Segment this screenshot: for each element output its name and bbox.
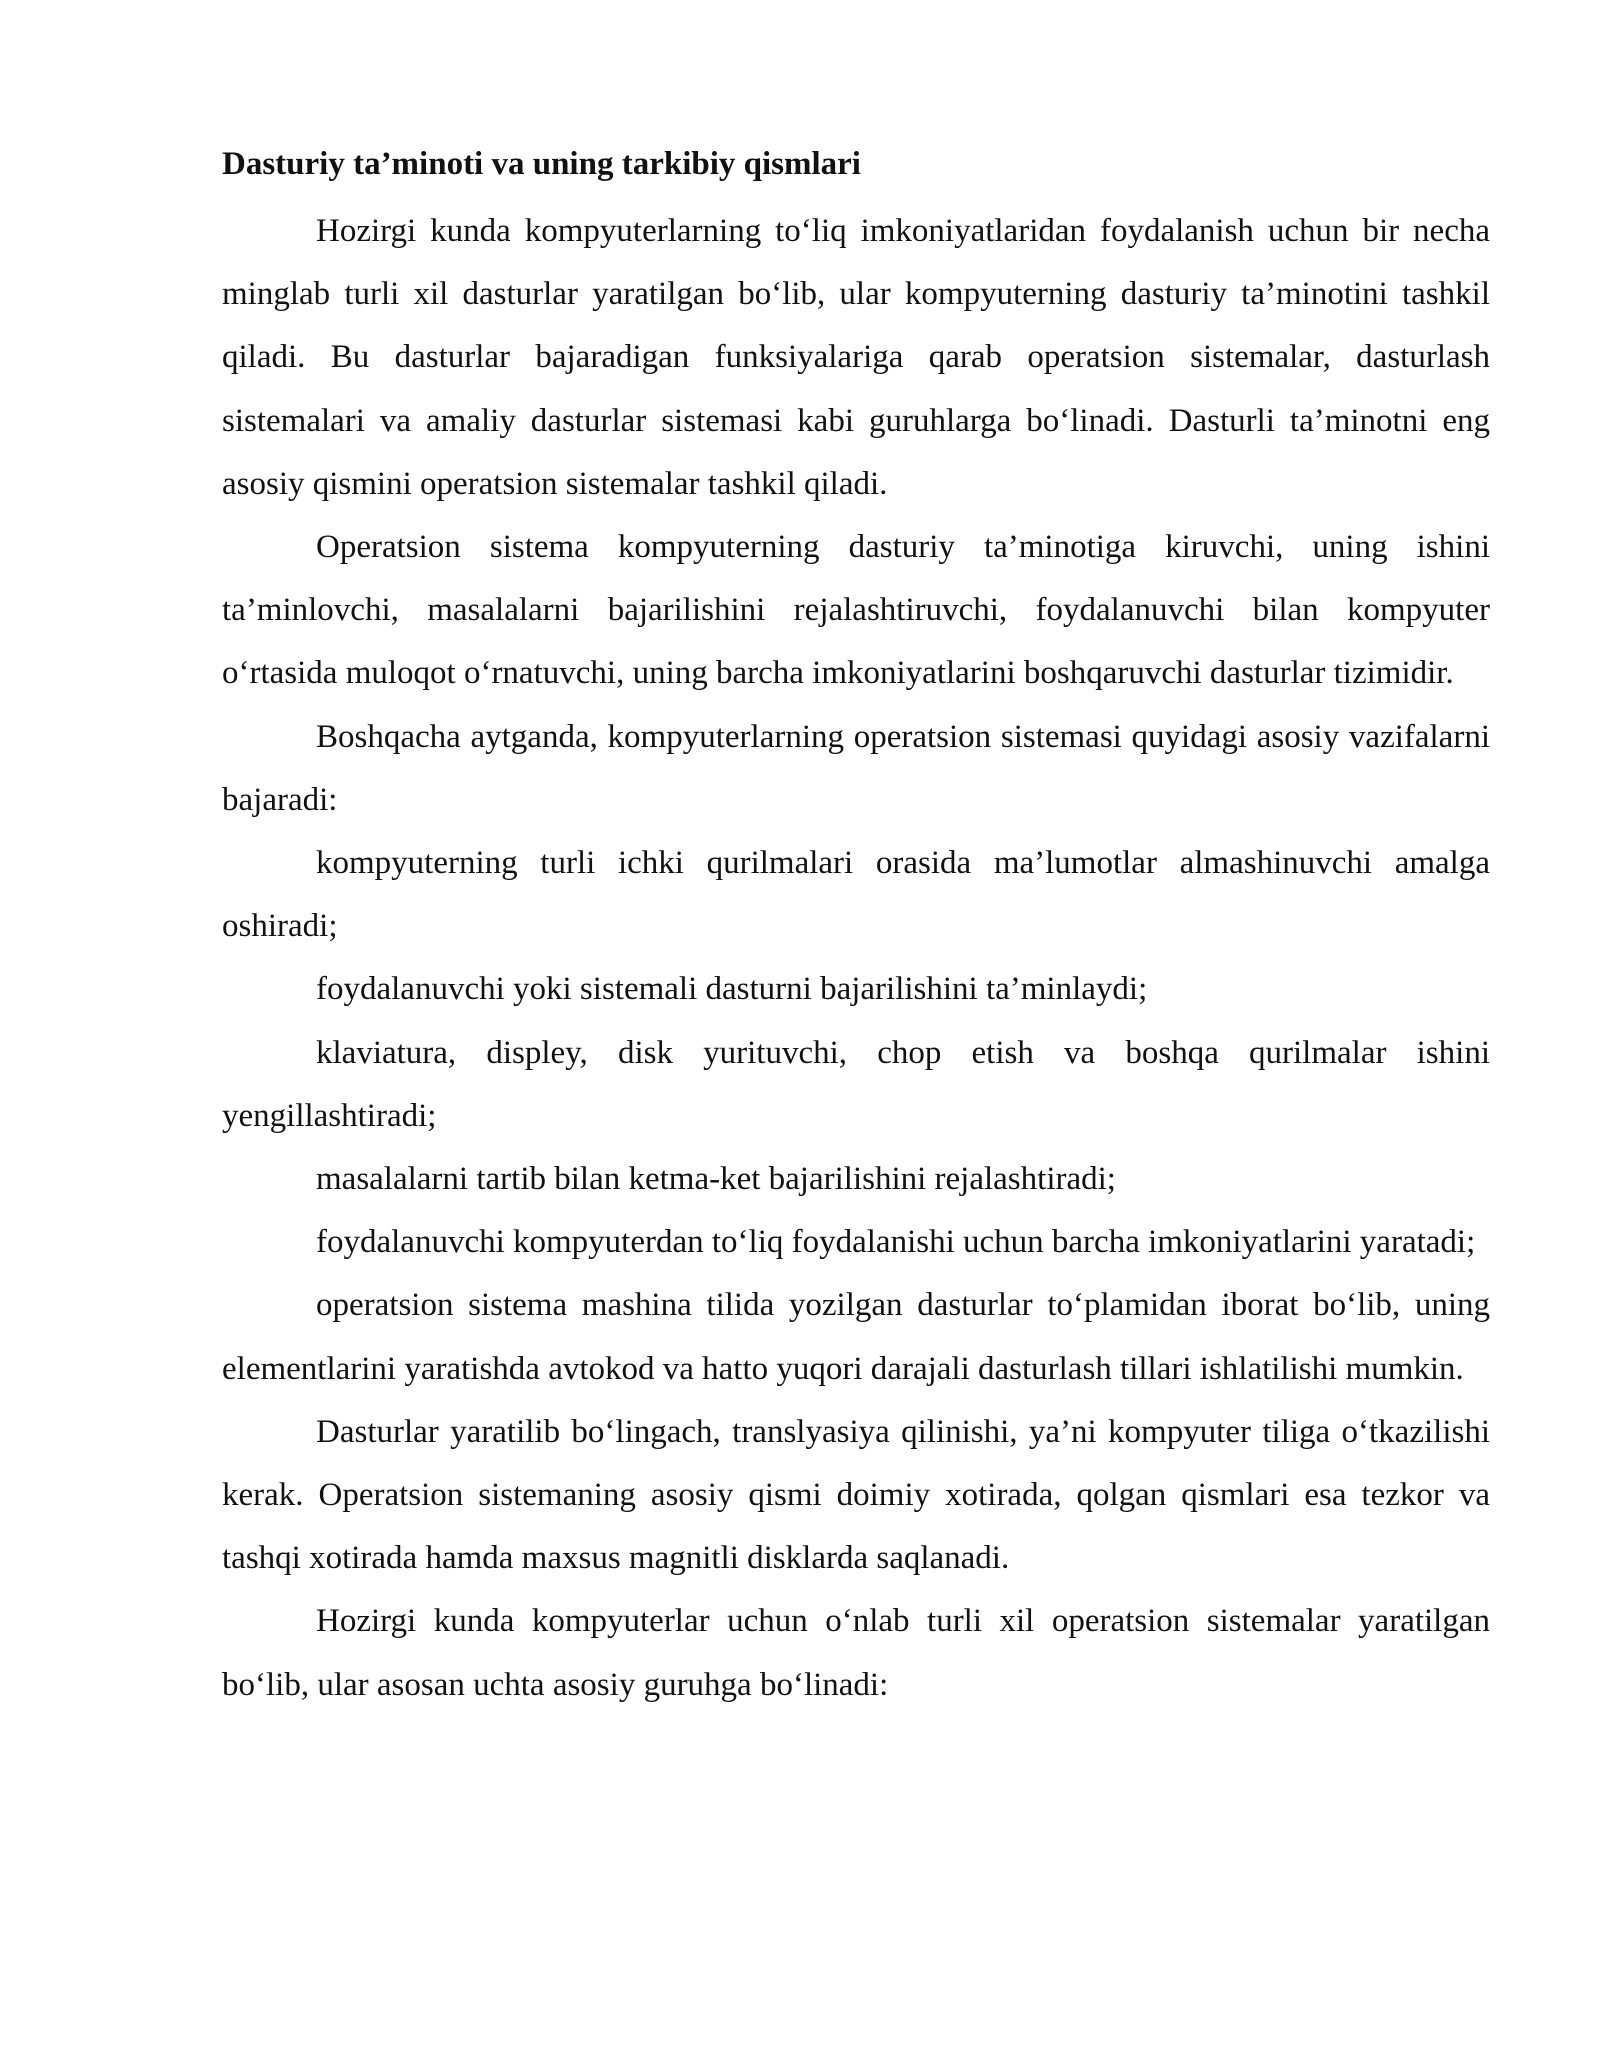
paragraph-os-definition: Operatsion sistema kompyuterning dasturiy ta’minotiga kiruvchi, uning ishini ta’minlovchi, masalalarni bajarilishini rejalashtiruvchi, foydalanuvchi bilan kompyuter o‘rtasida muloqot o‘rnatuvchi, uning barcha imkoniyatlarini boshqaruvchi dasturlar tizimidir. xyxy=(222,529,1490,692)
list-item-device-handling: klaviatura, displey, disk yurituvchi, chop etish va boshqa qurilmalar ishini yengillashtiradi; xyxy=(222,1034,1490,1134)
list-item-user-capabilities: foydalanuvchi kompyuterdan to‘liq foydalanishi uchun barcha imkoniyatlarini yaratadi; xyxy=(316,1224,1476,1261)
paragraph-intro: Hozirgi kunda kompyuterlarning to‘liq imkoniyatlaridan foydalanish uchun bir necha minglab turli xil dasturlar yaratilgan bo‘lib, ular kompyuterning dasturiy ta’minotini tashkil qiladi. Bu dasturlar bajaradigan funksiyalariga qarab operatsion sistemalar, dasturlash sistemalari va amaliy dasturlar sistemasi kabi guruhlarga bo‘linadi. Dasturli ta’minotni eng asosiy qismini operatsion sistemalar tashkil qiladi. xyxy=(222,213,1490,502)
list-item-data-exchange: kompyuterning turli ichki qurilmalari orasida ma’lumotlar almashinuvchi amalga oshiradi; xyxy=(222,845,1490,945)
paragraph-translation: Dasturlar yaratilib bo‘lingach, translyasiya qilinishi, ya’ni kompyuter tiliga o‘tkazilishi kerak. Operatsion sistemaning asosiy qismi doimiy xotirada, qolgan qismlari esa tezkor va tashqi xotirada hamda maxsus magnitli disklarda saqlanadi. xyxy=(222,1413,1490,1577)
document-page xyxy=(222,142,1490,1717)
list-item-task-scheduling: masalalarni tartib bilan ketma-ket bajarilishini rejalashtiradi; xyxy=(316,1161,1116,1198)
paragraph-os-groups: Hozirgi kunda kompyuterlar uchun o‘nlab turli xil operatsion sistemalar yaratilgan bo‘lib, ular asosan uchta asosiy guruhga bo‘linadi: xyxy=(222,1603,1490,1703)
paragraph-os-tasks-intro: Boshqacha aytganda, kompyuterlarning operatsion sistemasi quyidagi asosiy vazifalarni bajaradi: xyxy=(222,718,1490,818)
document-title: Dasturiy ta’minoti va uning tarkibiy qismlari xyxy=(222,146,861,182)
list-item-machine-language: operatsion sistema mashina tilida yozilgan dasturlar to‘plamidan iborat bo‘lib, uning elementlarini yaratishda avtokod va hatto yuqori darajali dasturlash tillari ishlatilishi mumkin. xyxy=(222,1287,1490,1387)
list-item-program-execution: foydalanuvchi yoki sistemali dasturni bajarilishini ta’minlaydi; xyxy=(316,971,1148,1008)
